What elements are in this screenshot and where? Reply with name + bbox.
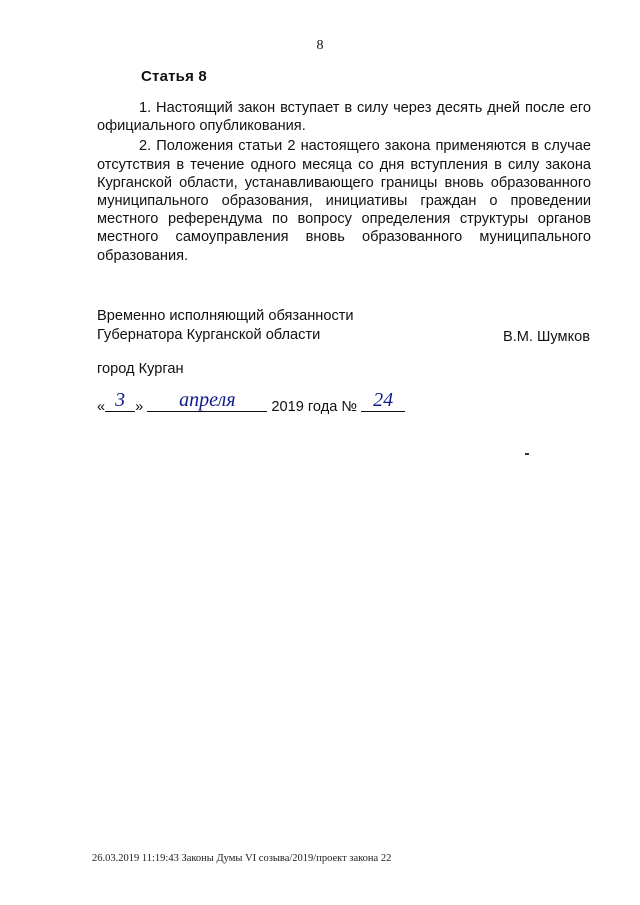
month-field [147, 389, 267, 412]
paragraph-2: 2. Положения статьи 2 настоящего закона применяются в случае отсутствия в течение одного месяца со дня вступления в силу закона Курганской области, устанавливающего границы вновь образованного муниципального образования, инициативы граждан о проведении местного референдума по вопросу определения структуры органов местного самоуправления вновь образованного муниципального образования. [97, 138, 591, 264]
page-number: 8 [316, 38, 324, 53]
close-quote: » [135, 399, 144, 415]
year-text: 2019 года № [271, 399, 358, 415]
signatory-title-line-2: Губернатора Курганской области [97, 327, 321, 343]
signatory-name: В.М. Шумков [502, 329, 590, 345]
handwritten-law-number: 24 [373, 389, 394, 411]
article-heading: Статья 8 [141, 68, 207, 85]
handwritten-day: 3 [115, 389, 126, 411]
city-label: город Курган [97, 361, 184, 377]
date-line [97, 389, 405, 418]
paragraph-1: 1. Настоящий закон вступает в силу через десять дней после его официального опубликования. [97, 100, 591, 135]
article-body [97, 99, 591, 265]
stray-mark [525, 453, 529, 455]
law-number-field [361, 389, 405, 412]
signatory-title [97, 307, 354, 345]
day-field [105, 389, 135, 412]
signatory-title-line-1: Временно исполняющий обязанности [97, 308, 354, 324]
handwritten-month: апреля [179, 389, 236, 411]
open-quote: « [97, 399, 106, 415]
footer-path: 26.03.2019 11:19:43 Законы Думы VI созыва/2019/проект закона 22 [92, 853, 392, 864]
